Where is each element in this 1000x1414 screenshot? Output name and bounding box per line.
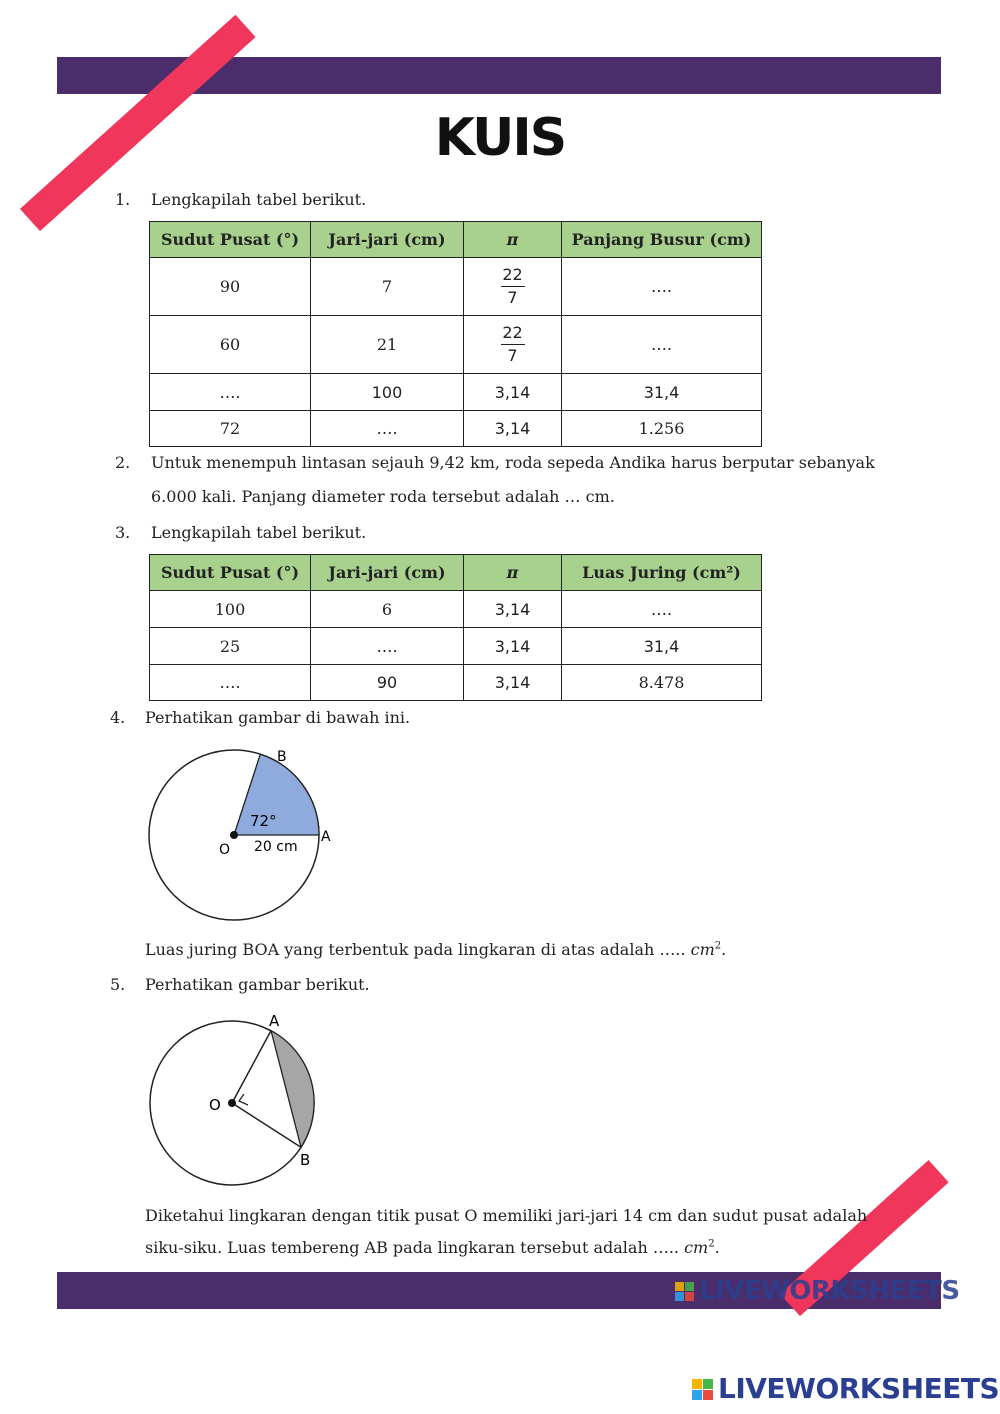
unit: cm (690, 940, 715, 959)
watermark-text: LIVEWORKSHEETS (699, 1276, 960, 1306)
table-cell: …. (562, 258, 762, 316)
header-cell: Sudut Pusat (°) (150, 555, 311, 591)
table-cell: 31,4 (562, 374, 762, 411)
header-cell: Jari-jari (cm) (311, 222, 464, 258)
table-row (150, 665, 762, 701)
right-angle-mark (239, 1094, 248, 1105)
table-row (150, 628, 762, 665)
table-cell: 25 (150, 628, 311, 665)
question-5-answer-line (145, 1238, 720, 1257)
table-cell: 3,14 (464, 628, 562, 665)
table-cell: …. (311, 628, 464, 665)
table-cell: 100 (311, 374, 464, 411)
answer-suffix: . (714, 1238, 720, 1257)
question-number: 4. (110, 708, 126, 727)
header-cell: Panjang Busur (cm) (562, 222, 762, 258)
table-cell: 7 (311, 258, 464, 316)
table-cell: 3,14 (464, 591, 562, 628)
table-row (150, 374, 762, 411)
table-header-row (150, 555, 762, 591)
table-cell: 21 (311, 316, 464, 374)
question-text: Lengkapilah tabel berikut. (151, 523, 367, 542)
table-cell: …. (311, 411, 464, 447)
table-cell (464, 316, 562, 374)
liveworksheets-logo-icon (692, 1379, 716, 1401)
question-text: Untuk menempuh lintasan sejauh 9,42 km, roda sepeda Andika harus berputar sebanyak (151, 453, 875, 472)
header-cell: Jari-jari (cm) (311, 555, 464, 591)
label-o: O (219, 842, 231, 858)
question-number: 2. (115, 453, 131, 472)
question-text: Perhatikan gambar berikut. (145, 975, 370, 994)
question-4-answer-line (145, 940, 726, 959)
liveworksheets-watermark-footer (692, 1372, 999, 1405)
unit-exponent: 2 (714, 940, 722, 952)
table-cell: …. (562, 316, 762, 374)
table-cell: 8.478 (562, 665, 762, 701)
table-cell: 3,14 (464, 411, 562, 447)
liveworksheets-logo-icon (675, 1282, 697, 1302)
label-b: B (300, 1151, 311, 1169)
question-number: 5. (110, 975, 126, 994)
radius-oa (232, 1031, 271, 1103)
question-number: 1. (115, 190, 131, 209)
table-cell: 3,14 (464, 374, 562, 411)
header-cell: π (464, 555, 562, 591)
table-row (150, 316, 762, 374)
header-cell: Luas Juring (cm²) (562, 555, 762, 591)
radius-label: 20 cm (254, 839, 298, 855)
question-text: Perhatikan gambar di bawah ini. (145, 708, 411, 727)
table-cell: 90 (311, 665, 464, 701)
table-sector-area (149, 554, 762, 701)
angle-label: 72° (250, 812, 277, 830)
header-cell: Sudut Pusat (°) (150, 222, 311, 258)
answer-text: Luas juring BOA yang terbentuk pada lingkaran di atas adalah ….. (145, 940, 691, 959)
table-cell: 3,14 (464, 665, 562, 701)
label-o: O (209, 1096, 221, 1114)
table-cell: 90 (150, 258, 311, 316)
segment-ab (271, 1031, 314, 1148)
header-cell: π (464, 222, 562, 258)
table-cell: …. (150, 665, 311, 701)
table-row (150, 411, 762, 447)
fraction: 22 7 (502, 265, 523, 307)
table-header-row (150, 222, 762, 258)
liveworksheets-watermark-banner (675, 1276, 960, 1306)
answer-text: siku-siku. Luas tembereng AB pada lingkaran tersebut adalah ….. (145, 1238, 685, 1257)
center-point (230, 831, 238, 839)
table-arc-length (149, 221, 762, 447)
table-cell: 1.256 (562, 411, 762, 447)
watermark-text: LIVEWORKSHEETS (718, 1372, 1000, 1405)
table-cell: 6 (311, 591, 464, 628)
label-b: B (277, 749, 287, 765)
fraction: 22 7 (502, 323, 523, 365)
table-cell: 72 (150, 411, 311, 447)
label-a: A (269, 1012, 280, 1030)
segment-diagram (140, 1010, 340, 1190)
table-cell (464, 258, 562, 316)
question-text: Lengkapilah tabel berikut. (151, 190, 367, 209)
table-cell: …. (562, 591, 762, 628)
table-cell: …. (150, 374, 311, 411)
table-row (150, 258, 762, 316)
label-a: A (321, 829, 331, 845)
question-text-continued: 6.000 kali. Panjang diameter roda tersebut adalah … cm. (151, 487, 615, 506)
unit: cm (684, 1238, 709, 1257)
unit-exponent: 2 (708, 1238, 715, 1250)
question-5-text-line-1: Diketahui lingkaran dengan titik pusat O memiliki jari-jari 14 cm dan sudut pusat adalah (145, 1206, 868, 1225)
answer-suffix: . (721, 940, 727, 959)
question-number: 3. (115, 523, 131, 542)
page-title: KUIS (434, 108, 566, 168)
table-cell: 31,4 (562, 628, 762, 665)
center-point (228, 1099, 236, 1107)
table-cell: 60 (150, 316, 311, 374)
table-row (150, 591, 762, 628)
table-cell: 100 (150, 591, 311, 628)
sector-diagram (140, 745, 340, 925)
